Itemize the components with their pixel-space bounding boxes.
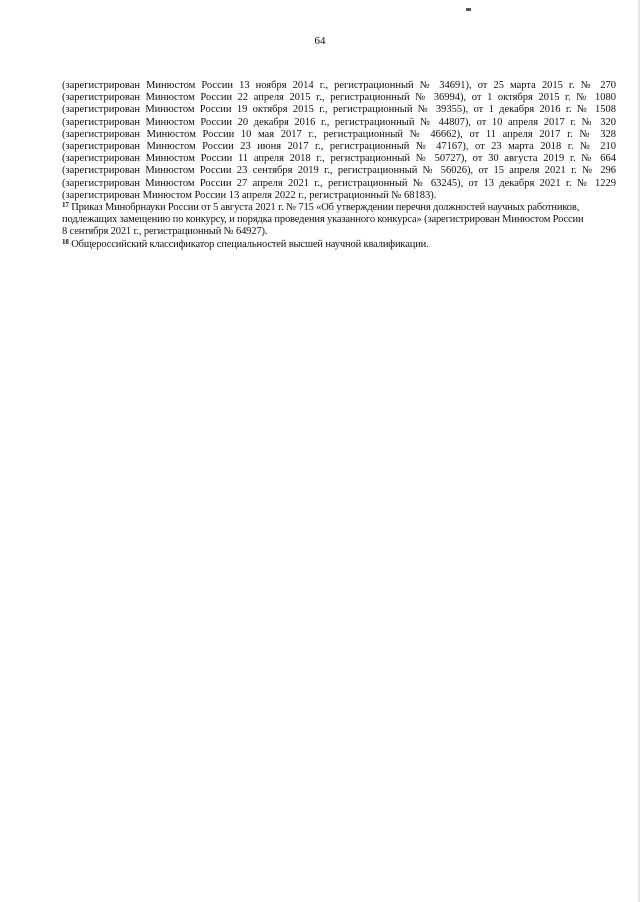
footnote-line (62, 202, 616, 214)
footnote-18 (62, 239, 616, 251)
footnote-line: 8 сентября 2021 г., регистрационный № 64927). (62, 226, 268, 238)
continuation-line: (зарегистрирован Минюстом России 10 мая 2017 г., регистрационный № 46662), от 11 апреля 2017 г. № 328 (62, 128, 616, 140)
continuation-line: (зарегистрирован Минюстом России 27 апреля 2021 г., регистрационный № 63245), от 13 декабря 2021 г. № 1229 (62, 177, 616, 189)
continuation-line: (зарегистрирован Минюстом России 19 октября 2015 г., регистрационный № 39355), от 1 декабря 2016 г. № 1508 (62, 104, 616, 116)
footnote-marker: 17 (62, 201, 69, 210)
continuation-line: (зарегистрирован Минюстом России 13 ноября 2014 г., регистрационный № 34691), от 25 марта 2015 г. № 270 (62, 80, 616, 91)
footnote-line: подлежащих замещению по конкурсу, и порядка проведения указанного конкурса» (зарегистрирован Минюстом России (62, 214, 584, 226)
footnote-text: Приказ Минобрнауки России от 5 августа 2021 г. № 715 «Об утверждении перечня должностей научных работников, (71, 202, 580, 214)
footnote-17 (62, 202, 616, 239)
footnotes-section (62, 80, 616, 251)
footnote-text: Общероссийский классификатор специальностей высшей научной квалификации. (71, 238, 429, 250)
page-number: 64 (314, 35, 326, 47)
continuation-last-line: (зарегистрирован Минюстом России 13 апреля 2022 г., регистрационный № 68183). (62, 189, 437, 201)
continuation-line: (зарегистрирован Минюстом России 22 апреля 2015 г., регистрационный № 36994), от 1 октября 2015 г. № 1080 (62, 92, 616, 104)
footnote-marker: 18 (62, 237, 69, 246)
continuation-line: (зарегистрирован Минюстом России 23 сентября 2019 г., регистрационный № 56026), от 15 апреля 2021 г. № 296 (62, 165, 616, 177)
continuation-line: (зарегистрирован Минюстом России 20 декабря 2016 г., регистрационный № 44807), от 10 апреля 2017 г. № 320 (62, 116, 616, 128)
continuation-line: (зарегистрирован Минюстом России 11 апреля 2018 г., регистрационный № 50727), от 30 августа 2019 г. № 664 (62, 153, 616, 165)
footnote-line (62, 239, 616, 251)
continuation-line: (зарегистрирован Минюстом России 23 июня 2017 г., регистрационный № 47167), от 23 марта 2018 г. № 210 (62, 141, 616, 153)
scan-mark (466, 8, 471, 11)
